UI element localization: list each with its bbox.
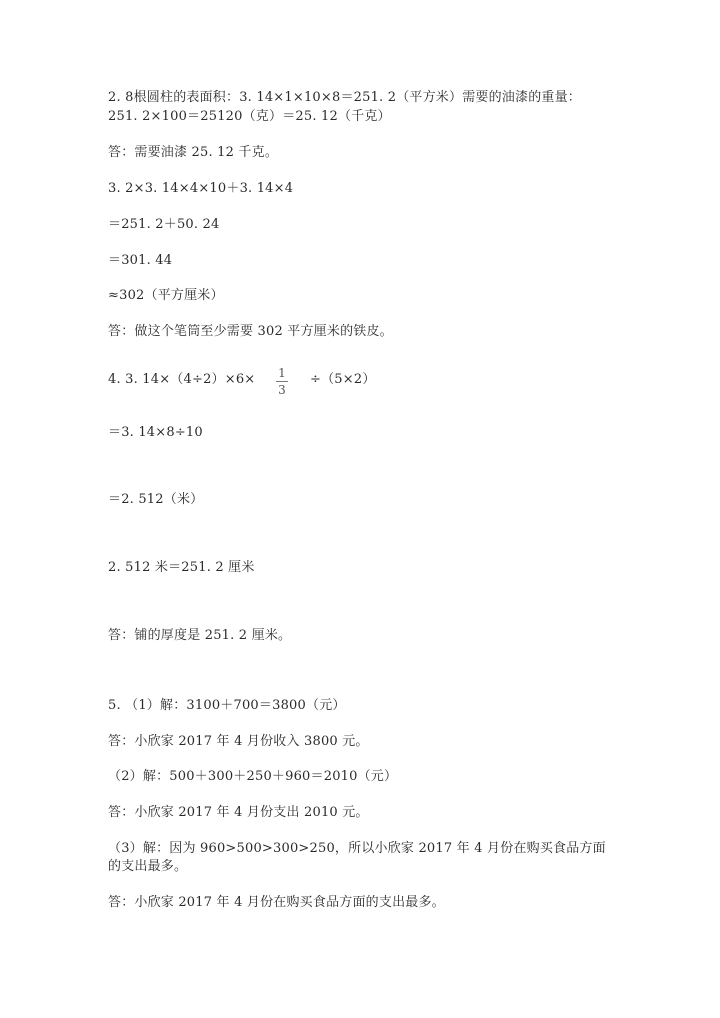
- q2-answer: 答：需要油漆 25. 12 千克。: [108, 145, 279, 160]
- q2-line-2: 251. 2×100＝25120（克）＝25. 12（千克）: [108, 109, 391, 124]
- q5-part-2: （2）解：500＋300＋250＋960＝2010（元）: [108, 769, 398, 784]
- q3-line-2: ＝251. 2＋50. 24: [108, 217, 220, 232]
- q5-part-1: 5. （1）解：3100＋700＝3800（元）: [108, 698, 346, 713]
- q4-line-1-part-a: 4. 3. 14×（4÷2）×6×: [108, 372, 256, 387]
- q4-line-3: ＝2. 512（米）: [108, 492, 204, 507]
- fraction-bar: [276, 381, 288, 382]
- q3-line-1: 3. 2×3. 14×4×10＋3. 14×4: [108, 181, 294, 196]
- q2-line-1: 2. 8根圆柱的表面积：3. 14×1×10×8＝251. 2（平方米）需要的油漆的重量：: [108, 90, 581, 105]
- q5-answer-2: 答：小欣家 2017 年 4 月份支出 2010 元。: [108, 805, 369, 820]
- q5-part-3-line-2: 的支出最多。: [108, 859, 188, 874]
- q4-line-1-part-b: ÷（5×2）: [310, 372, 376, 387]
- q4-line-4: 2. 512 米＝251. 2 厘米: [108, 560, 255, 575]
- q5-answer-3: 答：小欣家 2017 年 4 月份在购买食品方面的支出最多。: [108, 895, 445, 910]
- q5-part-3-line-1: （3）解：因为 960>500>300>250，所以小欣家 2017 年 4 月份在购买食品方面: [108, 841, 606, 856]
- q4-answer: 答：铺的厚度是 251. 2 厘米。: [108, 628, 292, 643]
- q3-answer: 答：做这个笔筒至少需要 302 平方厘米的铁皮。: [108, 324, 393, 339]
- fraction-denominator: 3: [278, 383, 286, 397]
- fraction-one-third: [274, 366, 290, 397]
- q4-line-2: ＝3. 14×8÷10: [108, 425, 203, 440]
- fraction-numerator: 1: [278, 366, 286, 380]
- q5-answer-1: 答：小欣家 2017 年 4 月份收入 3800 元。: [108, 734, 369, 749]
- q3-line-3: ＝301. 44: [108, 253, 173, 268]
- q3-line-4: ≈302（平方厘米）: [108, 288, 224, 303]
